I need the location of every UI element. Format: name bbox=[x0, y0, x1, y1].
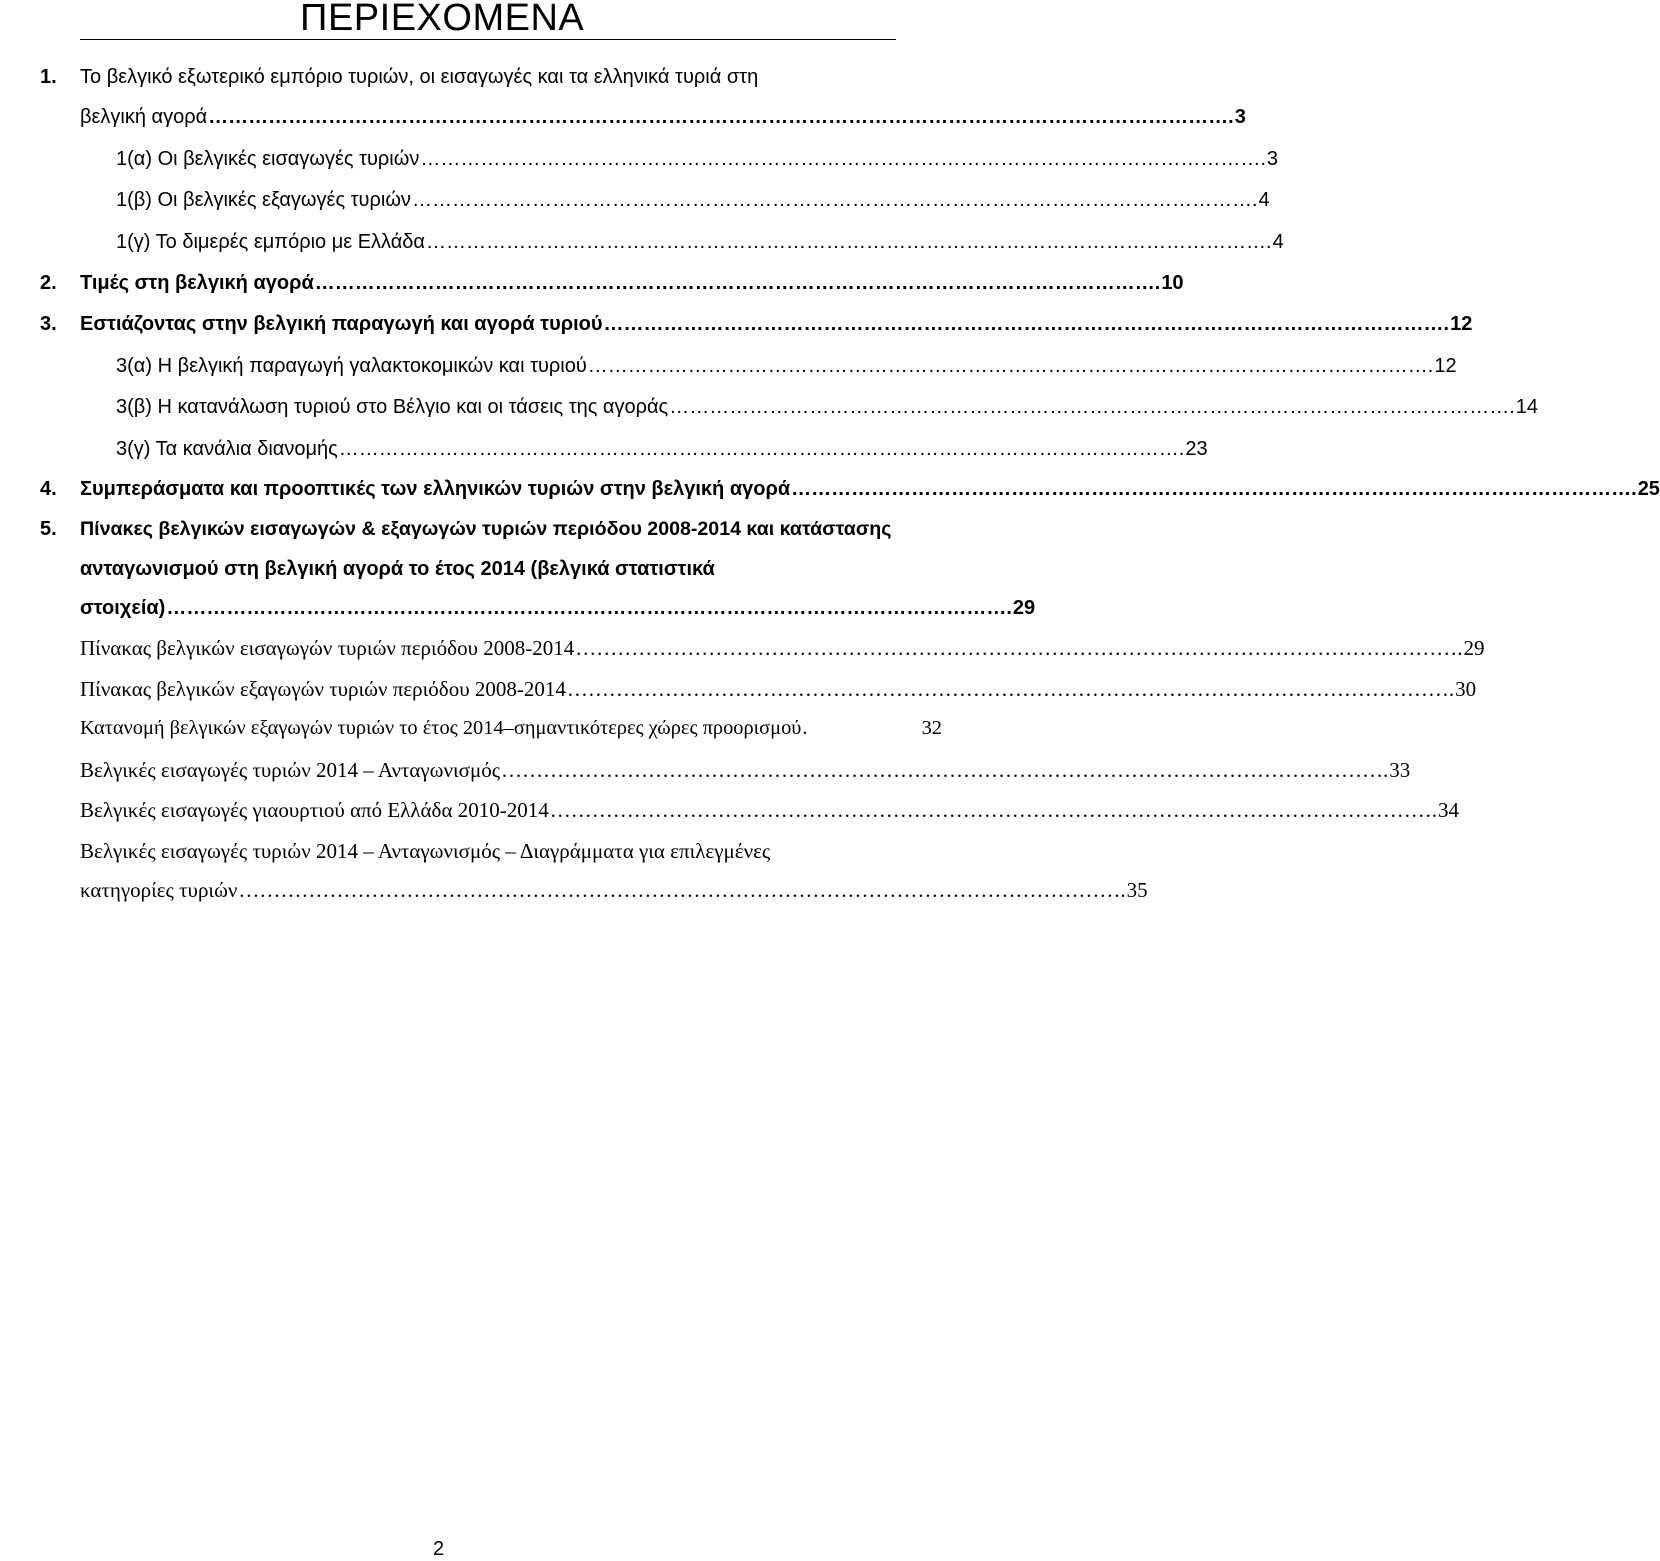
toc-entry-table-1[interactable] bbox=[80, 636, 1485, 666]
toc-page-number: 29 bbox=[1012, 597, 1036, 619]
toc-entry-1c[interactable] bbox=[116, 231, 1284, 261]
toc-entry-3c[interactable] bbox=[116, 438, 1208, 468]
toc-entry-table-2[interactable] bbox=[80, 677, 1477, 707]
toc-entry-4[interactable] bbox=[80, 478, 1660, 508]
toc-entry-table-3[interactable] bbox=[80, 717, 942, 747]
toc-leader: ………………………………………………………………………………………………………………. bbox=[575, 636, 1463, 660]
toc-leader: ………………………………………………………………………………………………………………. bbox=[238, 878, 1126, 902]
title-underline bbox=[80, 39, 896, 40]
toc-leader: ………………………………………………………………………………………………………………. bbox=[426, 231, 1272, 253]
toc-leader: ………………………………………………………………………………………………………………. bbox=[587, 355, 1434, 377]
toc-entry-table-6[interactable] bbox=[80, 878, 1148, 908]
toc-leader: . bbox=[802, 717, 808, 739]
toc-entry-1b[interactable] bbox=[116, 189, 1270, 219]
toc-entry-table-5[interactable] bbox=[80, 798, 1459, 828]
toc-leader: ………………………………………………………………………………………………………………. bbox=[314, 272, 1161, 294]
toc-page-number: 35 bbox=[1126, 878, 1148, 902]
toc-entry-5-line2[interactable]: ανταγωνισμού στη βελγική αγορά το έτος 2014 (βελγικά στατιστικά bbox=[80, 558, 715, 580]
toc-entry-table-6-line1[interactable]: Βελγικές εισαγωγές τυριών 2014 – Ανταγωνισμός – Διαγράμματα για επιλεγμένες bbox=[80, 839, 771, 863]
toc-page-number: 4 bbox=[1258, 189, 1270, 211]
toc-page-number: 12 bbox=[1450, 313, 1473, 335]
toc-entry-table-6-line2: κατηγορίες τυριών bbox=[80, 878, 238, 902]
toc-page-number: 12 bbox=[1434, 355, 1457, 377]
toc-number-5: 5. bbox=[40, 518, 57, 540]
toc-entry-3[interactable] bbox=[80, 313, 1473, 343]
toc-entry-5-line1[interactable]: Πίνακες βελγικών εισαγωγών & εξαγωγών τυριών περιόδου 2008-2014 και κατάστασης bbox=[80, 518, 892, 540]
toc-page-number: 10 bbox=[1161, 272, 1184, 294]
toc-page-number: 3 bbox=[1234, 106, 1246, 128]
toc-leader: ………………………………………………………………………………………………………………. bbox=[501, 758, 1389, 782]
toc-page-number: 23 bbox=[1185, 438, 1208, 460]
toc-entry-text: 1(α) Οι βελγικές εισαγωγές τυριών bbox=[116, 148, 420, 170]
toc-entry-text: 3(β) Η κατανάλωση τυριού στο Βέλγιο και οι τάσεις της αγοράς bbox=[116, 396, 669, 418]
toc-entry-text: Πίνακας βελγικών εισαγωγών τυριών περιόδου 2008-2014 bbox=[80, 636, 575, 660]
toc-page-number: 34 bbox=[1437, 798, 1459, 822]
toc-page-number: 3 bbox=[1266, 148, 1279, 170]
toc-entry-5[interactable] bbox=[80, 597, 1036, 627]
toc-entry-1-line1[interactable]: Το βελγικό εξωτερικό εμπόριο τυριών, οι εισαγωγές και τα ελληνικά τυριά στη bbox=[80, 66, 759, 88]
toc-entry-3a[interactable] bbox=[116, 355, 1457, 385]
toc-leader: ………………………………………………………………………………………………………………. bbox=[166, 597, 1012, 619]
toc-entry-text: Βελγικές εισαγωγές τυριών 2014 – Ανταγωνισμός bbox=[80, 758, 501, 782]
toc-entry-text: Βελγικές εισαγωγές γιαουρτιού από Ελλάδα 2010-2014 bbox=[80, 798, 549, 822]
toc-leader: ………………………………………………………………………………………………………………. bbox=[420, 148, 1266, 170]
toc-number-3: 3. bbox=[40, 313, 57, 335]
toc-entry-text: Εστιάζοντας στην βελγική παραγωγή και αγορά τυριού bbox=[80, 313, 603, 335]
toc-entry-3b[interactable] bbox=[116, 396, 1539, 426]
toc-leader: ………………………………………………………………………………………………………………. bbox=[791, 478, 1637, 500]
toc-entry-text: 1(γ) Το διμερές εμπόριο με Ελλάδα bbox=[116, 231, 425, 253]
toc-entry-text: 1(β) Οι βελγικές εξαγωγές τυριών bbox=[116, 189, 411, 211]
toc-entry-1a[interactable] bbox=[116, 148, 1279, 178]
toc-page-number: 29 bbox=[1463, 636, 1485, 660]
toc-entry-text: Πίνακας βελγικών εξαγωγών τυριών περιόδου 2008-2014 bbox=[80, 677, 566, 701]
toc-entry-5-line3: στοιχεία) bbox=[80, 597, 166, 619]
toc-entry-text: Τιμές στη βελγική αγορά bbox=[80, 272, 314, 294]
toc-entry-2[interactable] bbox=[80, 272, 1184, 302]
toc-entry-text: Συμπεράσματα και προοπτικές των ελληνικών τυριών στην βελγική αγορά bbox=[80, 478, 791, 500]
toc-leader: ………………………………………………………………………………………………………………. bbox=[338, 438, 1185, 460]
toc-entry-text: 3(α) Η βελγική παραγωγή γαλακτοκομικών και τυριού bbox=[116, 355, 587, 377]
toc-number-2: 2. bbox=[40, 272, 57, 294]
toc-page-number: 14 bbox=[1515, 396, 1539, 418]
toc-entry-text: 3(γ) Τα κανάλια διανομής bbox=[116, 438, 338, 460]
toc-leader: ………………………………………………………………………………………………………………. bbox=[669, 396, 1515, 418]
toc-leader: ………………………………………………………………………………………………………………. bbox=[603, 313, 1450, 335]
toc-page-number: 30 bbox=[1455, 677, 1477, 701]
toc-page-number: 33 bbox=[1389, 758, 1411, 782]
toc-leader: ………………………………………………………………………………………………………………. bbox=[411, 189, 1258, 211]
toc-page-number: 4 bbox=[1272, 231, 1284, 253]
toc-number-1: 1. bbox=[40, 66, 57, 88]
toc-page-number: 25 bbox=[1637, 478, 1660, 500]
toc-entry-1-line2: βελγική αγορά bbox=[80, 106, 208, 128]
toc-number-4: 4. bbox=[40, 478, 57, 500]
toc-leader: ………………………………………………………………………………………………………………………………………. bbox=[208, 106, 1234, 128]
toc-page-number: 32 bbox=[921, 717, 942, 739]
toc-entry-table-4[interactable] bbox=[80, 758, 1411, 788]
toc-leader: ………………………………………………………………………………………………………………. bbox=[549, 798, 1437, 822]
page-number: 2 bbox=[433, 1538, 445, 1560]
toc-entry-text: Κατανομή βελγικών εξαγωγών τυριών το έτος 2014–σημαντικότερες χώρες προορισμού bbox=[80, 717, 802, 739]
page-title: ΠΕΡΙΕΧΟΜΕΝΑ bbox=[300, 0, 585, 39]
toc-entry-1[interactable] bbox=[80, 106, 1246, 136]
toc-leader: ………………………………………………………………………………………………………………. bbox=[566, 677, 1455, 701]
